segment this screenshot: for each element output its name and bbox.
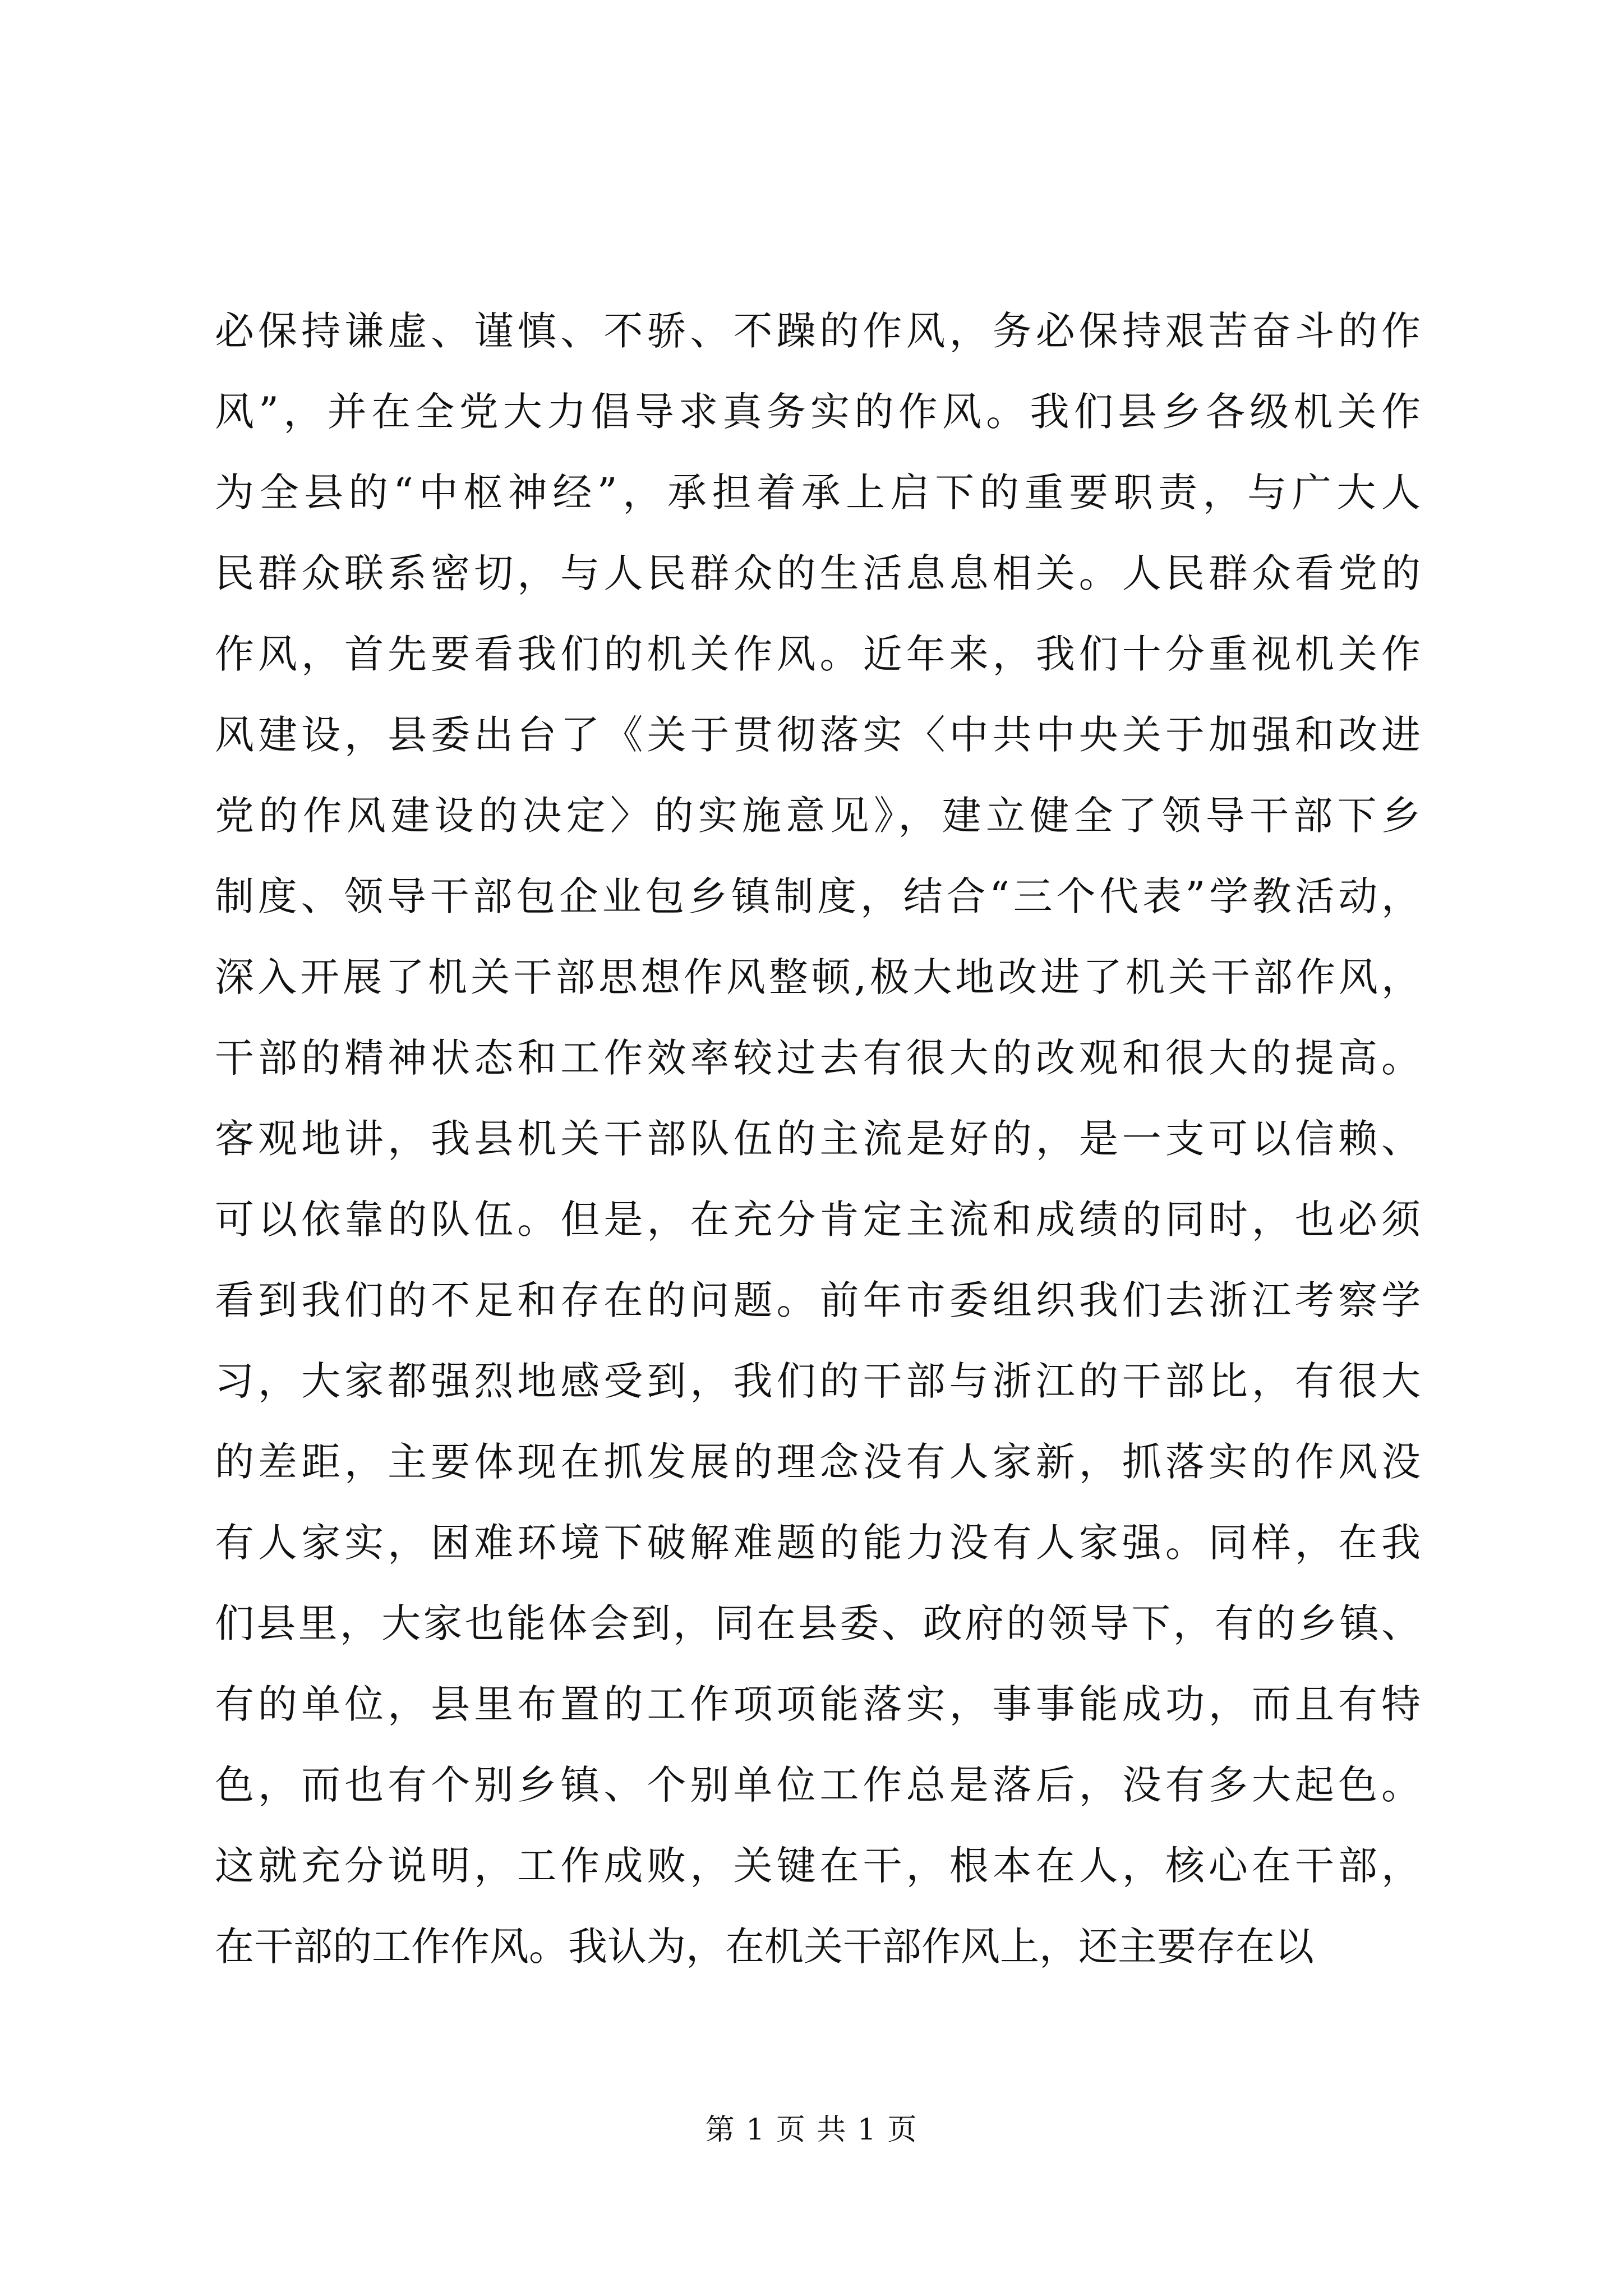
text-line: 干部的精神状态和工作效率较过去有很大的改观和很大的提高。 — [215, 1035, 1421, 1081]
text-line: 民群众联系密切，与人民群众的生活息息相关。人民群众看党的 — [215, 550, 1421, 596]
text-line: 有人家实，困难环境下破解难题的能力没有人家强。同样，在我 — [215, 1520, 1421, 1566]
text-line: 的差距，主要体现在抓发展的理念没有人家新，抓落实的作风没 — [215, 1439, 1421, 1485]
text-line: 看到我们的不足和存在的问题。前年市委组织我们去浙江考察学 — [215, 1277, 1421, 1323]
text-line: 们县里，大家也能体会到，同在县委、政府的领导下，有的乡镇、 — [215, 1600, 1421, 1646]
text-line: 习，大家都强烈地感受到，我们的干部与浙江的干部比，有很大 — [215, 1358, 1421, 1404]
page-number-label: 第 1 页 共 1 页 — [705, 2113, 918, 2147]
text-line: 制度、领导干部包企业包乡镇制度，结合“三个代表”学教活动， — [215, 873, 1421, 919]
page-footer — [0, 2110, 1623, 2150]
text-line: 这就充分说明，工作成败，关键在干，根本在人，核心在干部， — [215, 1843, 1421, 1889]
text-line: 客观地讲，我县机关干部队伍的主流是好的，是一支可以信赖、 — [215, 1116, 1421, 1162]
text-line: 有的单位，县里布置的工作项项能落实，事事能成功，而且有特 — [215, 1681, 1421, 1727]
text-line: 风建设，县委出台了《关于贯彻落实〈中共中央关于加强和改进 — [215, 712, 1421, 758]
text-line: 可以依靠的队伍。但是，在充分肯定主流和成绩的同时，也必须 — [215, 1197, 1421, 1243]
text-line: 必保持谦虚、谨慎、不骄、不躁的作风，务必保持艰苦奋斗的作 — [215, 308, 1421, 354]
text-line: 党的作风建设的决定〉的实施意见》，建立健全了领导干部下乡 — [215, 793, 1421, 839]
text-line: 为全县的“中枢神经”，承担着承上启下的重要职责，与广大人 — [215, 470, 1421, 516]
body-text — [215, 291, 1421, 1987]
text-line: 风”，并在全党大力倡导求真务实的作风。我们县乡各级机关作 — [215, 389, 1421, 435]
text-line: 深入开展了机关干部思想作风整顿,极大地改进了机关干部作风， — [215, 954, 1421, 1000]
text-line: 作风，首先要看我们的机关作风。近年来，我们十分重视机关作 — [215, 631, 1421, 677]
text-line: 在干部的工作作风。我认为，在机关干部作风上，还主要存在以 — [215, 1924, 1314, 1970]
text-line: 色，而也有个别乡镇、个别单位工作总是落后，没有多大起色。 — [215, 1762, 1421, 1808]
